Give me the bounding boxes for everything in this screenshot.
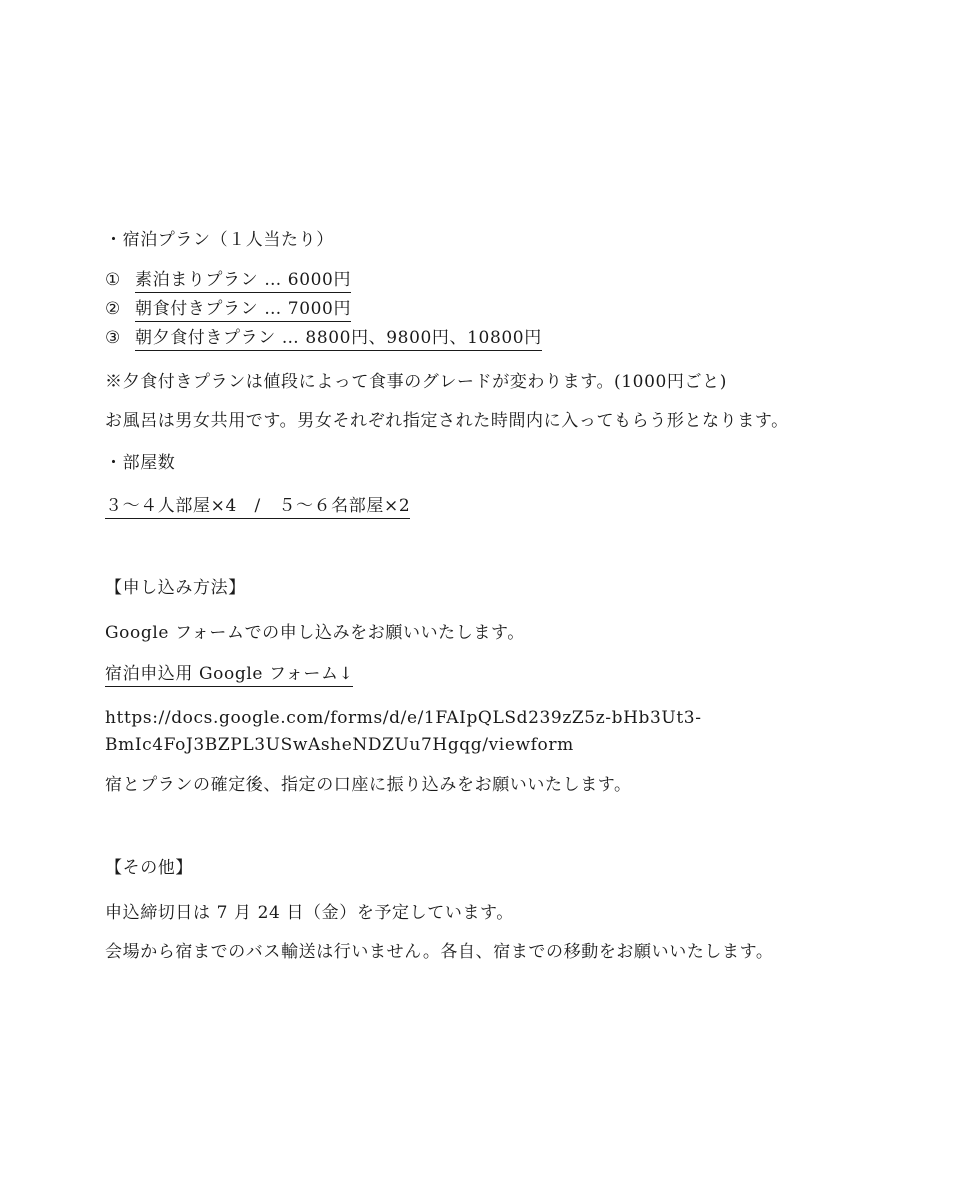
plan-note: ※夕食付きプランは値段によって食事のグレードが変わります。(1000円ごと) xyxy=(105,372,727,392)
plan-text: 朝食付きプラン … 7000円 xyxy=(135,299,351,322)
plan-item-1 xyxy=(105,268,351,292)
other-heading: 【その他】 xyxy=(105,858,193,878)
rooms-text xyxy=(105,494,410,518)
form-url-line-1[interactable] xyxy=(105,706,702,730)
plan-number: ② xyxy=(105,299,121,319)
plan-heading: ・宿泊プラン（１人当たり） xyxy=(105,230,334,250)
apply-heading: 【申し込み方法】 xyxy=(105,578,246,598)
form-label xyxy=(105,662,353,686)
plan-text: 朝夕食付きプラン … 8800円、9800円、10800円 xyxy=(135,328,542,351)
plan-item-3 xyxy=(105,326,542,350)
form-url-link[interactable]: https://docs.google.com/forms/d/e/1FAIpQLSd239zZ5z-bHb3Ut3- xyxy=(105,708,702,728)
plan-number: ① xyxy=(105,270,121,290)
transport-note: 会場から宿までのバス輸送は行いません。各自、宿までの移動をお願いいたします。 xyxy=(105,942,774,962)
form-label-text: 宿泊申込用 Google フォーム↓ xyxy=(105,664,353,687)
deadline-note: 申込締切日は 7 月 24 日（金）を予定しています。 xyxy=(105,903,514,923)
apply-instruction: Google フォームでの申し込みをお願いいたします。 xyxy=(105,623,525,643)
form-url-line-2[interactable] xyxy=(105,733,574,757)
bath-note: お風呂は男女共用です。男女それぞれ指定された時間内に入ってもらう形となります。 xyxy=(105,411,789,431)
plan-item-2 xyxy=(105,297,351,321)
rooms-heading: ・部屋数 xyxy=(105,453,176,473)
form-url-link[interactable]: BmIc4FoJ3BZPL3USwAsheNDZUu7Hgqg/viewform xyxy=(105,735,574,755)
rooms-value: ３～４人部屋×4 / ５～６名部屋×2 xyxy=(105,496,410,519)
plan-text: 素泊まりプラン … 6000円 xyxy=(135,270,351,293)
plan-number: ③ xyxy=(105,328,121,348)
payment-note: 宿とプランの確定後、指定の口座に振り込みをお願いいたします。 xyxy=(105,775,632,795)
